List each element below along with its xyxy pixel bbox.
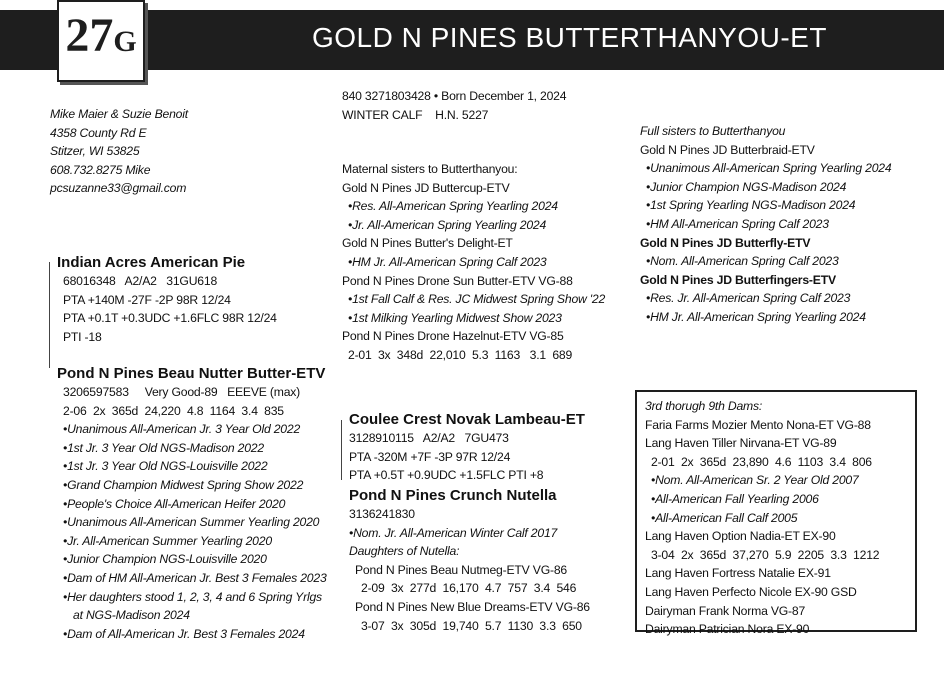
full-sister-honor: •Res. Jr. All-American Spring Calf 2023 bbox=[646, 291, 851, 306]
daughter-record: 3-07 3x 305d 19,740 5.7 1130 3.3 650 bbox=[361, 618, 582, 633]
dam-record: 2-06 2x 365d 24,220 4.8 1164 3.4 835 bbox=[63, 403, 284, 418]
sire-pti: PTI -18 bbox=[63, 329, 102, 344]
animal-id-line: 840 3271803428 • Born December 1, 2024 bbox=[342, 89, 567, 103]
full-sister-honor: •Nom. All-American Spring Calf 2023 bbox=[646, 254, 839, 269]
dam-honor: •Dam of HM All-American Jr. Best 3 Females 2023 bbox=[63, 570, 327, 585]
dam-honor: •Grand Champion Midwest Spring Show 2022 bbox=[63, 477, 304, 492]
second-dam-block bbox=[349, 486, 590, 635]
full-sister-honor: •1st Spring Yearling NGS-Madison 2024 bbox=[646, 198, 856, 213]
sister-honor: •1st Fall Calf & Res. JC Midwest Spring Show '22 bbox=[348, 292, 606, 307]
page-title: GOLD N PINES BUTTERTHANYOU-ET bbox=[312, 22, 827, 53]
full-sister-honor: •Unanimous All-American Spring Yearling 2024 bbox=[646, 161, 892, 176]
animal-class-line: WINTER CALF H.N. 5227 bbox=[342, 107, 489, 122]
daughter-record: 2-09 3x 277d 16,170 4.7 757 3.4 546 bbox=[361, 581, 577, 596]
ancestor-dam: Lang Haven Option Nadia-ET EX-90 bbox=[645, 529, 836, 544]
daughters-heading: Daughters of Nutella: bbox=[349, 544, 460, 559]
full-sisters-block bbox=[640, 122, 891, 327]
ancestor-record: 2-01 2x 365d 23,890 4.6 1103 3.4 806 bbox=[651, 454, 872, 469]
ancestor-dam: Faria Farms Mozier Mento Nona-ET VG-88 bbox=[645, 417, 871, 432]
ancestor-dam: Lang Haven Perfecto Nicole EX-90 GSD bbox=[645, 584, 857, 599]
full-sister-honor: •HM All-American Spring Calf 2023 bbox=[646, 216, 829, 231]
dam-honor: •Dam of All-American Jr. Best 3 Females 2024 bbox=[63, 626, 305, 641]
dam-honor: •1st Jr. 3 Year Old NGS-Madison 2022 bbox=[63, 440, 264, 455]
ancestor-dam: Dairyman Patrician Nora EX-90 bbox=[645, 622, 810, 637]
second-dam-reg: 3136241830 bbox=[349, 507, 415, 521]
daughter-name: Pond N Pines Beau Nutmeg-ETV VG-86 bbox=[355, 562, 568, 577]
sister-name: Gold N Pines Butter's Delight-ET bbox=[342, 236, 513, 251]
full-sister-honor: •Junior Champion NGS-Madison 2024 bbox=[646, 179, 847, 194]
ancestor-dam: Lang Haven Fortress Natalie EX-91 bbox=[645, 566, 831, 581]
dam-honor: •People's Choice All-American Heifer 2020 bbox=[63, 496, 286, 511]
full-sister-name: Gold N Pines JD Butterbraid-ETV bbox=[640, 142, 815, 157]
dam-sire-name: Coulee Crest Novak Lambeau-ET bbox=[349, 411, 585, 428]
consignor-city: Stitzer, WI 53825 bbox=[50, 144, 140, 159]
consignor-block bbox=[50, 105, 188, 198]
dam-sire-pta-1: PTA -320M +7F -3P 97R 12/24 bbox=[349, 449, 511, 464]
sister-honor: •1st Milking Yearling Midwest Show 2023 bbox=[348, 310, 562, 325]
consignor-email[interactable]: pcsuzanne33@gmail.com bbox=[50, 181, 187, 196]
sister-name: Gold N Pines JD Buttercup-ETV bbox=[342, 180, 510, 195]
sister-honor: •HM Jr. All-American Spring Calf 2023 bbox=[348, 254, 547, 269]
full-sister-name: Gold N Pines JD Butterfingers-ETV bbox=[640, 272, 836, 287]
dam-sire-pedigree-line bbox=[341, 420, 342, 480]
animal-info bbox=[342, 87, 566, 124]
sire-reg: 68016348 A2/A2 31GU618 bbox=[63, 274, 218, 288]
dam-name: Pond N Pines Beau Nutter Butter-ETV bbox=[57, 365, 326, 382]
lot-number: 27 bbox=[65, 9, 114, 62]
second-dam-name: Pond N Pines Crunch Nutella bbox=[349, 487, 557, 504]
full-sisters-heading: Full sisters to Butterthanyou bbox=[640, 124, 786, 138]
maternal-sisters-heading: Maternal sisters to Butterthanyou: bbox=[342, 162, 518, 176]
maternal-sisters-block bbox=[342, 160, 605, 365]
dam-honor: •Jr. All-American Summer Yearling 2020 bbox=[63, 533, 272, 548]
sire-pta-1: PTA +140M -27F -2P 98R 12/24 bbox=[63, 292, 231, 307]
sire-pedigree-line bbox=[49, 262, 50, 368]
consignor-address: 4358 County Rd E bbox=[50, 125, 147, 140]
sire-block bbox=[57, 253, 277, 346]
dam-sire-reg: 3128910115 A2/A2 7GU473 bbox=[349, 431, 509, 445]
dam-sire-pta-2: PTA +0.5T +0.9UDC +1.5FLC PTI +8 bbox=[349, 468, 544, 483]
second-dam-honor: •Nom. Jr. All-American Winter Calf 2017 bbox=[349, 525, 558, 540]
ancestor-dam: Dairyman Frank Norma VG-87 bbox=[645, 603, 806, 618]
ancestor-honor: •Nom. All-American Sr. 2 Year Old 2007 bbox=[651, 473, 859, 488]
dam-honor: •1st Jr. 3 Year Old NGS-Louisville 2022 bbox=[63, 459, 268, 474]
dam-sire-block bbox=[349, 410, 585, 485]
sister-record: 2-01 3x 348d 22,010 5.3 1163 3.1 689 bbox=[348, 347, 573, 362]
sire-pta-2: PTA +0.1T +0.3UDC +1.6FLC 98R 12/24 bbox=[63, 311, 277, 326]
ancestor-honor: •All-American Fall Calf 2005 bbox=[651, 510, 798, 525]
dams-box-content bbox=[645, 397, 879, 639]
ancestor-record: 3-04 2x 365d 37,270 5.9 2205 3.3 1212 bbox=[651, 547, 880, 562]
lot-number-badge bbox=[57, 0, 145, 82]
consignor-phone: 608.732.8275 Mike bbox=[50, 162, 151, 177]
sister-name: Pond N Pines Drone Sun Butter-ETV VG-88 bbox=[342, 273, 573, 288]
dam-honor: •Unanimous All-American Jr. 3 Year Old 2022 bbox=[63, 422, 301, 437]
dam-reg: 3206597583 Very Good-89 EEEVE (max) bbox=[63, 385, 301, 399]
dam-honor: at NGS-Madison 2024 bbox=[73, 608, 190, 623]
full-sister-name: Gold N Pines JD Butterfly-ETV bbox=[640, 235, 811, 250]
dam-honor: •Junior Champion NGS-Louisville 2020 bbox=[63, 552, 267, 567]
dam-honor: •Unanimous All-American Summer Yearling 2020 bbox=[63, 515, 320, 530]
dam-honor: •Her daughters stood 1, 2, 3, 4 and 6 Spring Yrlgs bbox=[63, 589, 322, 604]
full-sister-honor: •HM Jr. All-American Spring Yearling 2024 bbox=[646, 309, 866, 324]
sister-name: Pond N Pines Drone Hazelnut-ETV VG-85 bbox=[342, 329, 564, 344]
lot-suffix: G bbox=[113, 25, 137, 58]
sister-honor: •Jr. All-American Spring Yearling 2024 bbox=[348, 217, 547, 232]
dams-box-heading: 3rd thorugh 9th Dams: bbox=[645, 399, 763, 413]
daughter-name: Pond N Pines New Blue Dreams-ETV VG-86 bbox=[355, 599, 590, 614]
sire-name: Indian Acres American Pie bbox=[57, 254, 246, 271]
dam-block bbox=[57, 364, 327, 643]
sister-honor: •Res. All-American Spring Yearling 2024 bbox=[348, 199, 558, 214]
consignor-names: Mike Maier & Suzie Benoit bbox=[50, 107, 188, 121]
ancestor-honor: •All-American Fall Yearling 2006 bbox=[651, 491, 819, 506]
ancestor-dam: Lang Haven Tiller Nirvana-ET VG-89 bbox=[645, 436, 837, 451]
